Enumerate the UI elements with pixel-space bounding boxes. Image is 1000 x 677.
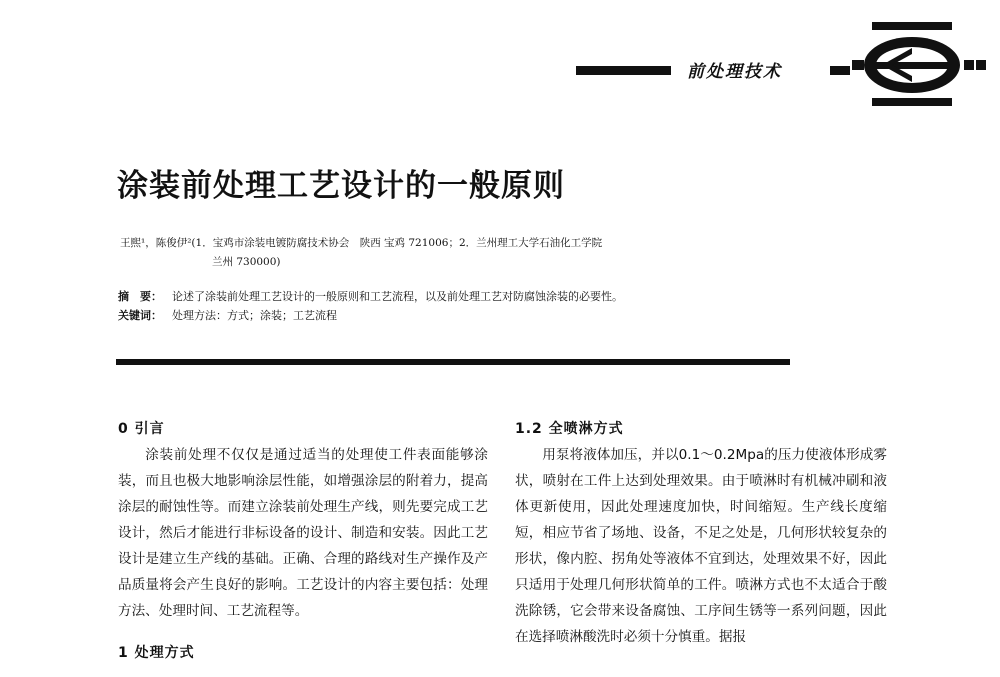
authors-line-1: 王熙¹，陈俊伊²(1．宝鸡市涂装电镀防腐技术协会 陕西 宝鸡 721006；2．兰州理工大学石油化工学院 [120,237,603,249]
paragraph-introduction: 涂装前处理不仅仅是通过适当的处理使工件表面能够涂装，而且也极大地影响涂层性能，如增强涂层的附着力，提高涂层的耐蚀性等。而建立涂装前处理生产线，则先要完成工艺设计，然后才能进行非标设备的设计、制造和安装。因此工艺设计是建立生产线的基础。正确、合理的路线对生产操作及产品质量将会产生良好的影响。工艺设计的内容主要包括：处理方法、处理时间、工艺流程等。 [118,447,488,619]
abstract-label: 摘 要： [118,290,162,303]
left-column [118,416,488,666]
header-bar-left [576,66,671,75]
header-bar-right [830,66,850,75]
heading-section-1: 1 处理方式 [118,645,195,661]
keywords-row [118,306,798,325]
keywords-text: 处理方法：方式；涂装；工艺流程 [172,309,337,322]
abstract-row [118,287,798,306]
right-column [515,416,887,650]
heading-introduction: 0 引言 [118,421,165,437]
divider-rule [116,359,790,365]
journal-logo-icon [852,20,987,110]
article-title: 涂装前处理工艺设计的一般原则 [117,168,565,204]
abstract-text: 论述了涂装前处理工艺设计的一般原则和工艺流程，以及前处理工艺对防腐蚀涂装的必要性。 [172,290,623,303]
section-label: 前处理技术 [687,62,782,82]
abstract-block [118,287,798,325]
authors-line-2: 兰州 730000) [212,256,281,268]
keywords-label: 关键词： [118,309,162,322]
paragraph-section-1-2: 用泵将液体加压，并以0.1～0.2Mpa的压力使液体形成雾状，喷射在工件上达到处理效果。由于喷淋时有机械冲刷和液体更新使用，因此处理速度加快，时间缩短。生产线长度缩短，相应节省了场地、设备，不足之处是，几何形状较复杂的形状，像内腔、拐角处等液体不宜到达，处理效果不好，因此只适用于处理几何形状简单的工件。喷淋方式也不太适合于酸洗除锈，它会带来设备腐蚀、工序间生锈等一系列问题，因此在选择喷淋酸洗时必须十分慎重。据报 [515,447,887,645]
heading-section-1-2: 1.2 全喷淋方式 [515,421,624,437]
author-affiliations [120,234,760,272]
